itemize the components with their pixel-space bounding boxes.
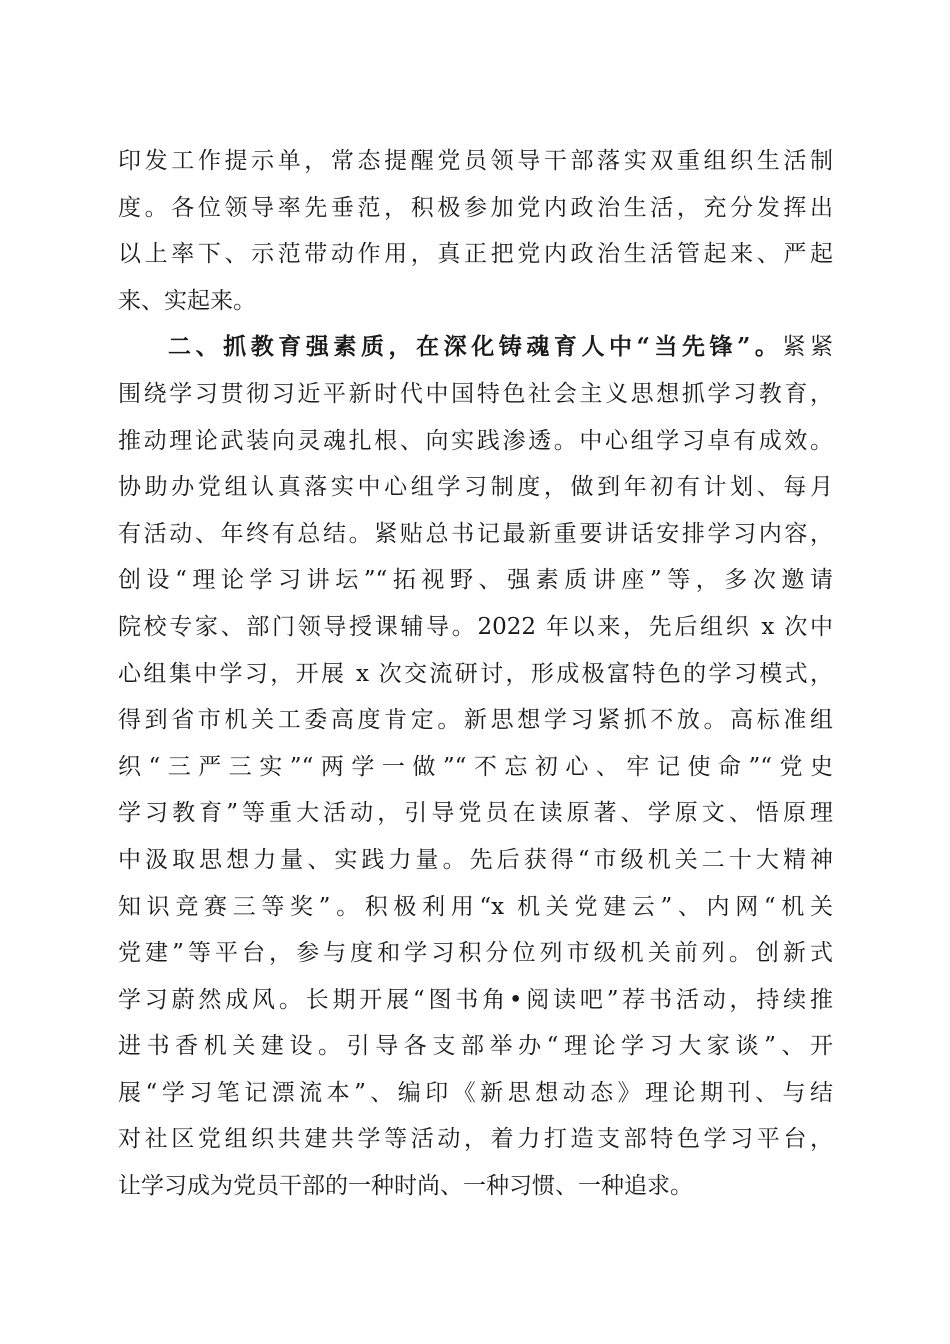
- text-line: 织“三严三实”“两学一做”“不忘初心、牢记使命”“党史: [118, 753, 833, 780]
- section-heading: 二、抓教育强素质，在深化铸魂育人中“当先锋”。: [168, 333, 783, 361]
- text-line: 以上率下、示范带动作用，真正把党内政治生活管起来、严起: [118, 241, 833, 268]
- text-line: 党建”等平台，参与度和学习积分位列市级机关前列。创新式: [118, 940, 833, 967]
- text-line: 心组集中学习，开展 x 次交流研讨，形成极富特色的学习模式，: [118, 660, 833, 687]
- text-line: 创设“理论学习讲坛”“拓视野、强素质讲座”等，多次邀请: [118, 567, 833, 594]
- paragraph-1: [118, 138, 833, 324]
- text-line: 学习教育”等重大活动，引导党员在读原著、学原文、悟原理: [118, 800, 833, 827]
- text-line: 来、实起来。: [118, 287, 256, 314]
- text-line: 推动理论武装向灵魂扎根、向实践渗透。中心组学习卓有成效。: [118, 427, 833, 454]
- text-line: 对社区党组织共建共学等活动，着力打造支部特色学习平台，: [118, 1126, 833, 1153]
- text-line: 有活动、年终有总结。紧贴总书记最新重要讲话安排学习内容，: [118, 520, 833, 547]
- text-line: 度。各位领导率先垂范，积极参加党内政治生活，充分发挥出: [118, 194, 833, 221]
- document-page: [118, 138, 833, 1210]
- text-line: 印发工作提示单，常态提醒党员领导干部落实双重组织生活制: [118, 148, 833, 174]
- text-line: 让学习成为党员干部的一种时尚、一种习惯、一种追求。: [118, 1173, 693, 1200]
- heading-line-rest: 紧紧: [782, 334, 834, 361]
- text-line: 协助办党组认真落实中心组学习制度，做到年初有计划、每月: [118, 474, 833, 501]
- paragraph-heading-line: [118, 324, 833, 371]
- text-line: 展“学习笔记漂流本”、编印《新思想动态》理论期刊、与结: [118, 1079, 833, 1106]
- text-line: 院校专家、部门领导授课辅导。2022 年以来，先后组织 x 次中: [118, 613, 833, 640]
- text-line: 围绕学习贯彻习近平新时代中国特色社会主义思想抓学习教育，: [118, 380, 833, 407]
- text-line: 知识竞赛三等奖”。积极利用“x 机关党建云”、内网“机关: [118, 893, 833, 920]
- text-line: 得到省市机关工委高度肯定。新思想学习紧抓不放。高标准组: [118, 707, 833, 734]
- text-line: 中汲取思想力量、实践力量。先后获得“市级机关二十大精神: [118, 846, 833, 873]
- paragraph-2: [118, 324, 833, 1209]
- text-line: 进书香机关建设。引导各支部举办“理论学习大家谈”、开: [118, 1033, 833, 1060]
- text-line: 学习蔚然成风。长期开展“图书角•阅读吧”荐书活动，持续推: [118, 986, 833, 1013]
